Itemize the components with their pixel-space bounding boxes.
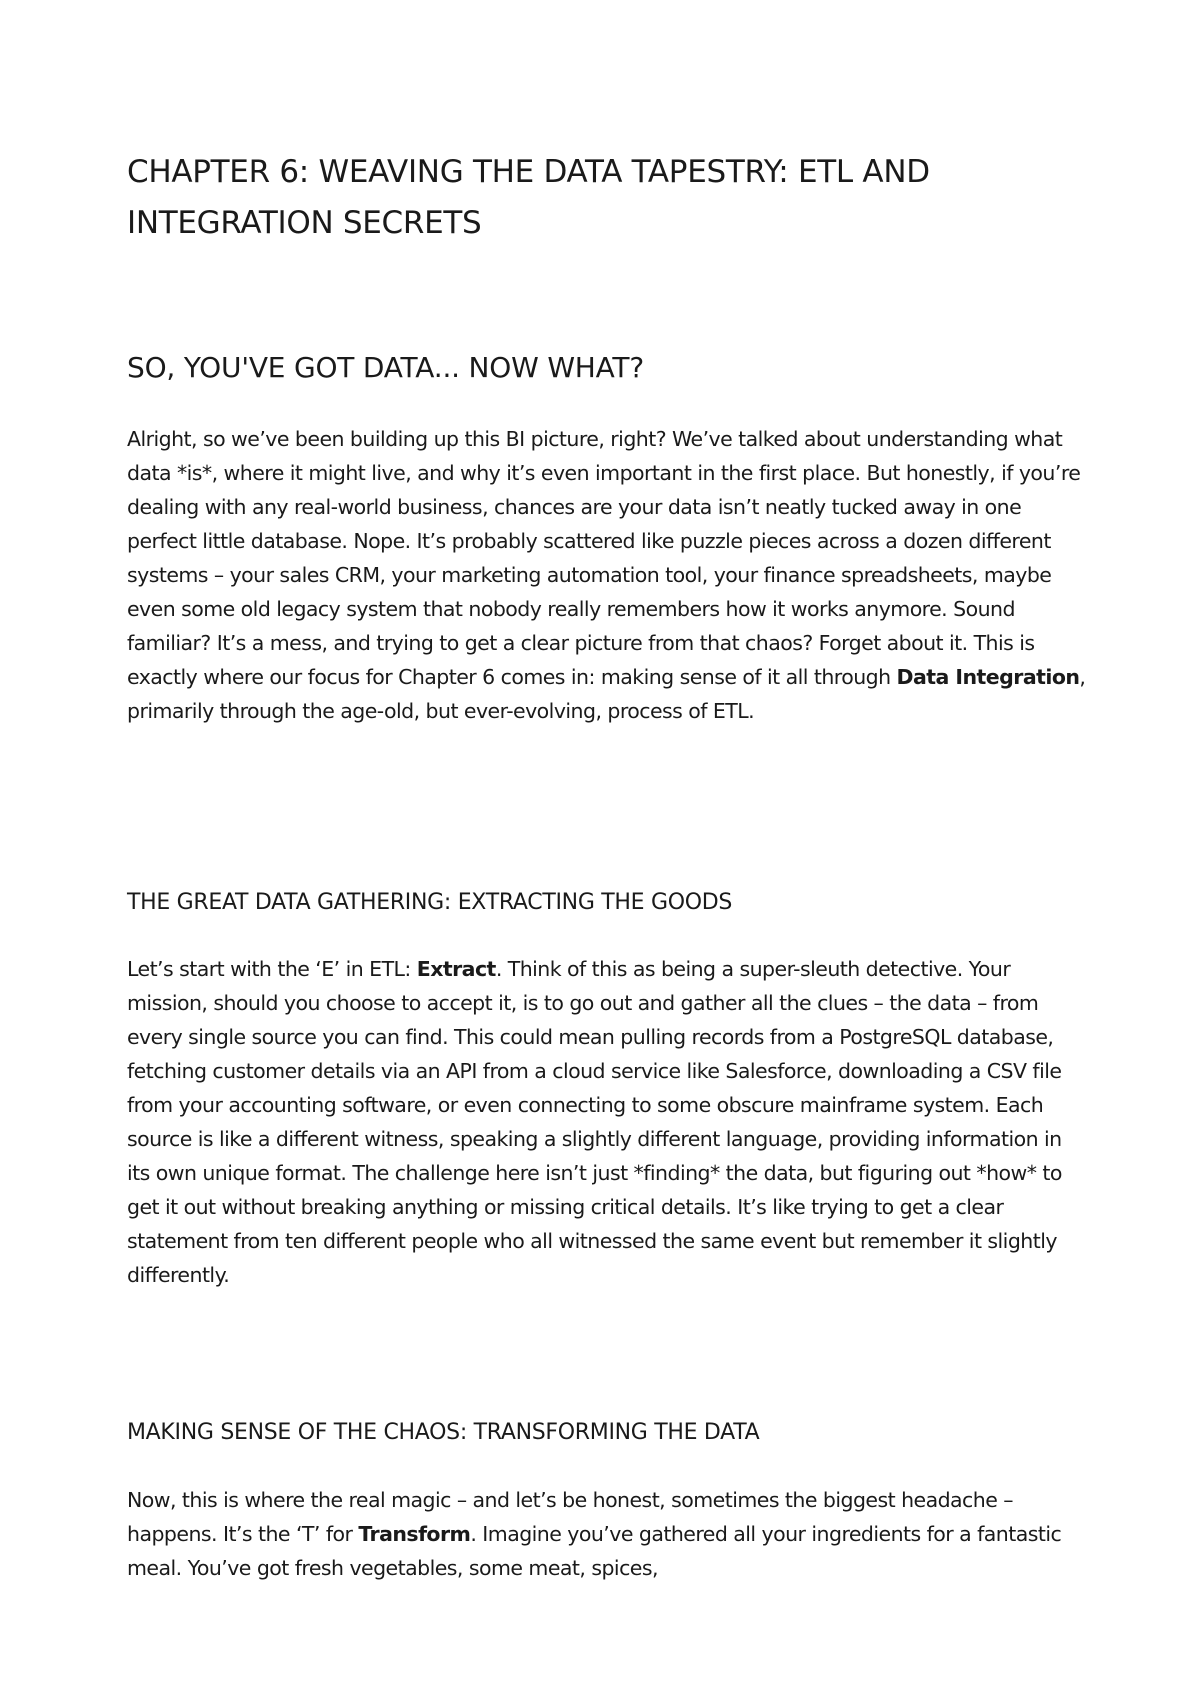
paragraph-text: Alright, so we’ve been building up this BI picture, right? We’ve talked about understanding what data *is*, where it might live, and why it’s even important in the first place. But honestly, if you’re dealing with any real-world business, chances are your data isn’t neatly tucked away in one perfect little database. Nope. It’s probably scattered like puzzle pieces across a dozen different systems – your sales CRM, your marketing automation tool, your finance spreadsheets, maybe even some old legacy system that nobody really remembers how it works anymore. Sound familiar? It’s a mess, and trying to get a clear picture from that chaos? Forget about it. This is exactly where our focus for Chapter 6 comes in: making sense of it all through xyxy=(127,427,1081,689)
paragraph-text: Let’s start with the ‘E’ in ETL: xyxy=(127,957,417,981)
paragraph-text: Now, this is where the real magic – and let’s be honest, sometimes the biggest headache – happens. It’s the ‘T’ for xyxy=(127,1488,1013,1546)
paragraph-text: . Think of this as being a super-sleuth detective. Your mission, should you choose to accept it, is to go out and gather all the clues – the data – from every single source you can find. This could mean pulling records from a PostgreSQL database, fetching customer details via an API from a cloud service like Salesforce, downloading a CSV file from your accounting software, or even connecting to some obscure mainframe system. Each source is like a different witness, speaking a slightly different language, providing information in its own unique format. The challenge here isn’t just *finding* the data, but figuring out *how* to get it out without breaking anything or missing critical details. It’s like trying to get a clear statement from ten different people who all witnessed the same event but remember it slightly differently. xyxy=(127,957,1062,1287)
section-paragraph-extract xyxy=(127,952,1087,1292)
paragraph-bold-term: Transform xyxy=(358,1522,471,1546)
paragraph-bold-term: Extract xyxy=(416,957,496,981)
chapter-title: CHAPTER 6: WEAVING THE DATA TAPESTRY: ETL AND INTEGRATION SECRETS xyxy=(127,154,930,241)
section-heading-transforming: MAKING SENSE OF THE CHAOS: TRANSFORMING THE DATA xyxy=(127,1420,760,1445)
paragraph-text: . Imagine you’ve gathered all your ingredients for a fantastic meal. You’ve got fresh vegetables, some meat, spices, xyxy=(127,1522,1062,1580)
section-paragraph-transform xyxy=(127,1483,1087,1585)
paragraph-text: , primarily through the age-old, but ever-evolving, process of ETL. xyxy=(127,665,1086,723)
section-heading-so-youve-got-data: SO, YOU'VE GOT DATA... NOW WHAT? xyxy=(127,351,645,384)
paragraph-bold-term: Data Integration xyxy=(896,665,1080,689)
section-heading-extracting: THE GREAT DATA GATHERING: EXTRACTING THE GOODS xyxy=(127,890,733,915)
section-paragraph-intro xyxy=(127,422,1087,728)
